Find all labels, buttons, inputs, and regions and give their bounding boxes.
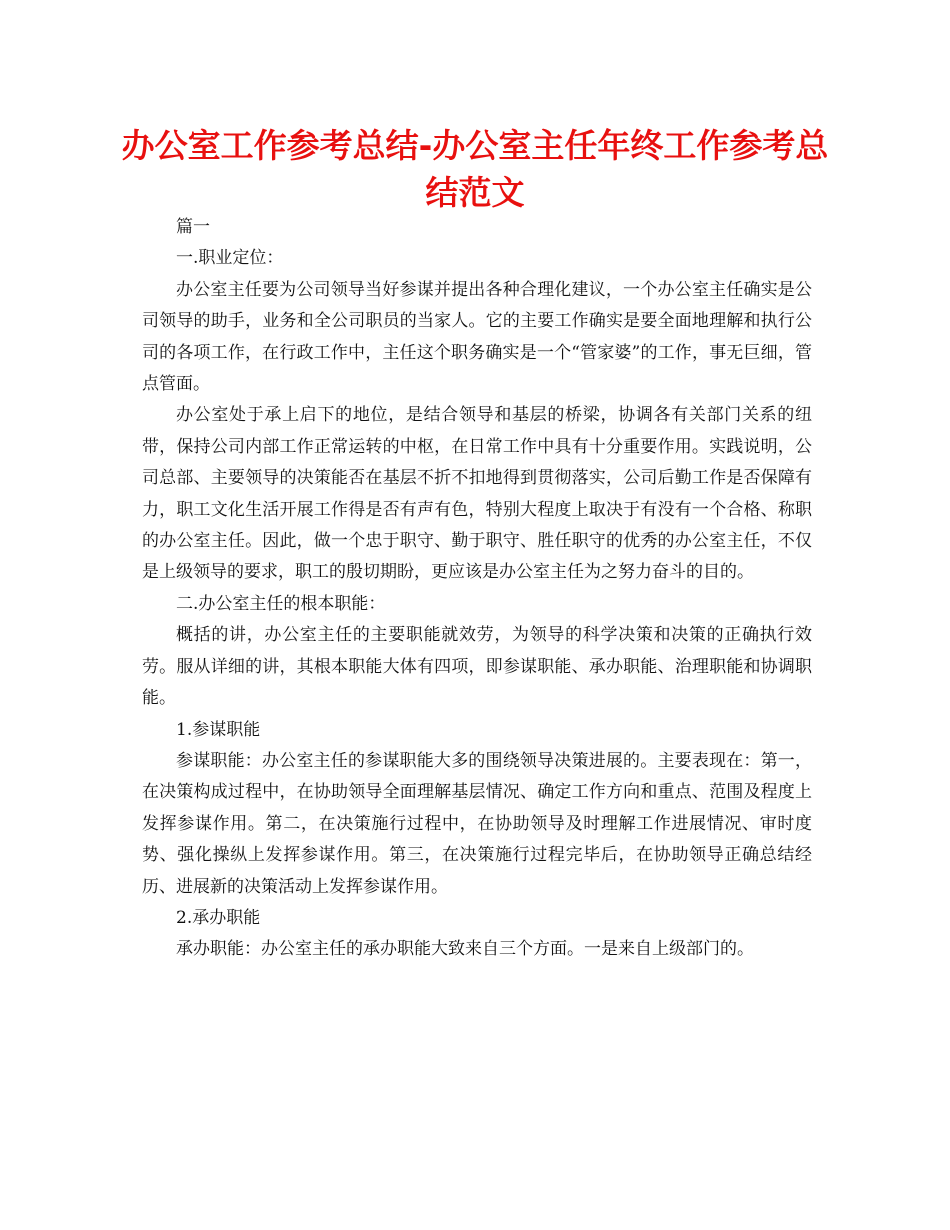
paragraph-undertaking-function: 承办职能：办公室主任的承办职能大致来自三个方面。一是来自上级部门的。 — [176, 939, 754, 960]
paragraph-section-label: 篇一 — [176, 217, 210, 237]
document-title: 办公室工作参考总结-办公室主任年终工作参考总结范文 — [121, 126, 829, 212]
heading-undertaking-function: 2.承办职能 — [176, 907, 261, 928]
heading-basic-functions: 二.办公室主任的根本职能： — [176, 593, 386, 614]
heading-career-positioning: 一.职业定位： — [176, 248, 284, 269]
document-body — [142, 212, 812, 966]
paragraph-functions-overview: 概括的讲，办公室主任的主要职能就效劳，为领导的科学决策和决策的正确执行效劳。服从详细的讲，其根本职能大体有四项，即参谋职能、承办职能、治理职能和协调职能。 — [142, 625, 812, 709]
paragraph-office-importance: 办公室处于承上启下的地位，是结合领导和基层的桥梁，协调各有关部门关系的纽带，保持公司内部工作正常运转的中枢，在日常工作中具有十分重要作用。实践说明，公司总部、主要领导的决策能否在基层不折不扣地得到贯彻落实，公司后勤工作是否保障有力，职工文化生活开展工作得是否有声有色，特别大程度上取决于有没有一个合格、称职的办公室主任。因此，做一个忠于职守、勤于职守、胜任职守的优秀的办公室主任，不仅是上级领导的要求，职工的殷切期盼，更应该是办公室主任为之努力奋斗的目的。 — [142, 405, 812, 583]
paragraph-advisory-function: 参谋职能：办公室主任的参谋职能大多的围绕领导决策进展的。主要表现在：第一，在决策构成过程中，在协助领导全面理解基层情况、确定工作方向和重点、范围及程度上发挥参谋作用。第二，在决策施行过程中，在协助领导及时理解工作进展情况、审时度势、强化操纵上发挥参谋作用。第三，在决策施行过程完毕后，在协助领导正确总结经历、进展新的决策活动上发挥参谋作用。 — [142, 750, 812, 897]
heading-advisory-function: 1.参谋职能 — [176, 719, 261, 740]
paragraph-role-description: 办公室主任要为公司领导当好参谋并提出各种合理化建议，一个办公室主任确实是公司领导的助手，业务和全公司职员的当家人。它的主要工作确实是要全面地理解和执行公司的各项工作，在行政工作中，主任这个职务确实是一个“管家婆”的工作，事无巨细，管点管面。 — [142, 279, 812, 395]
